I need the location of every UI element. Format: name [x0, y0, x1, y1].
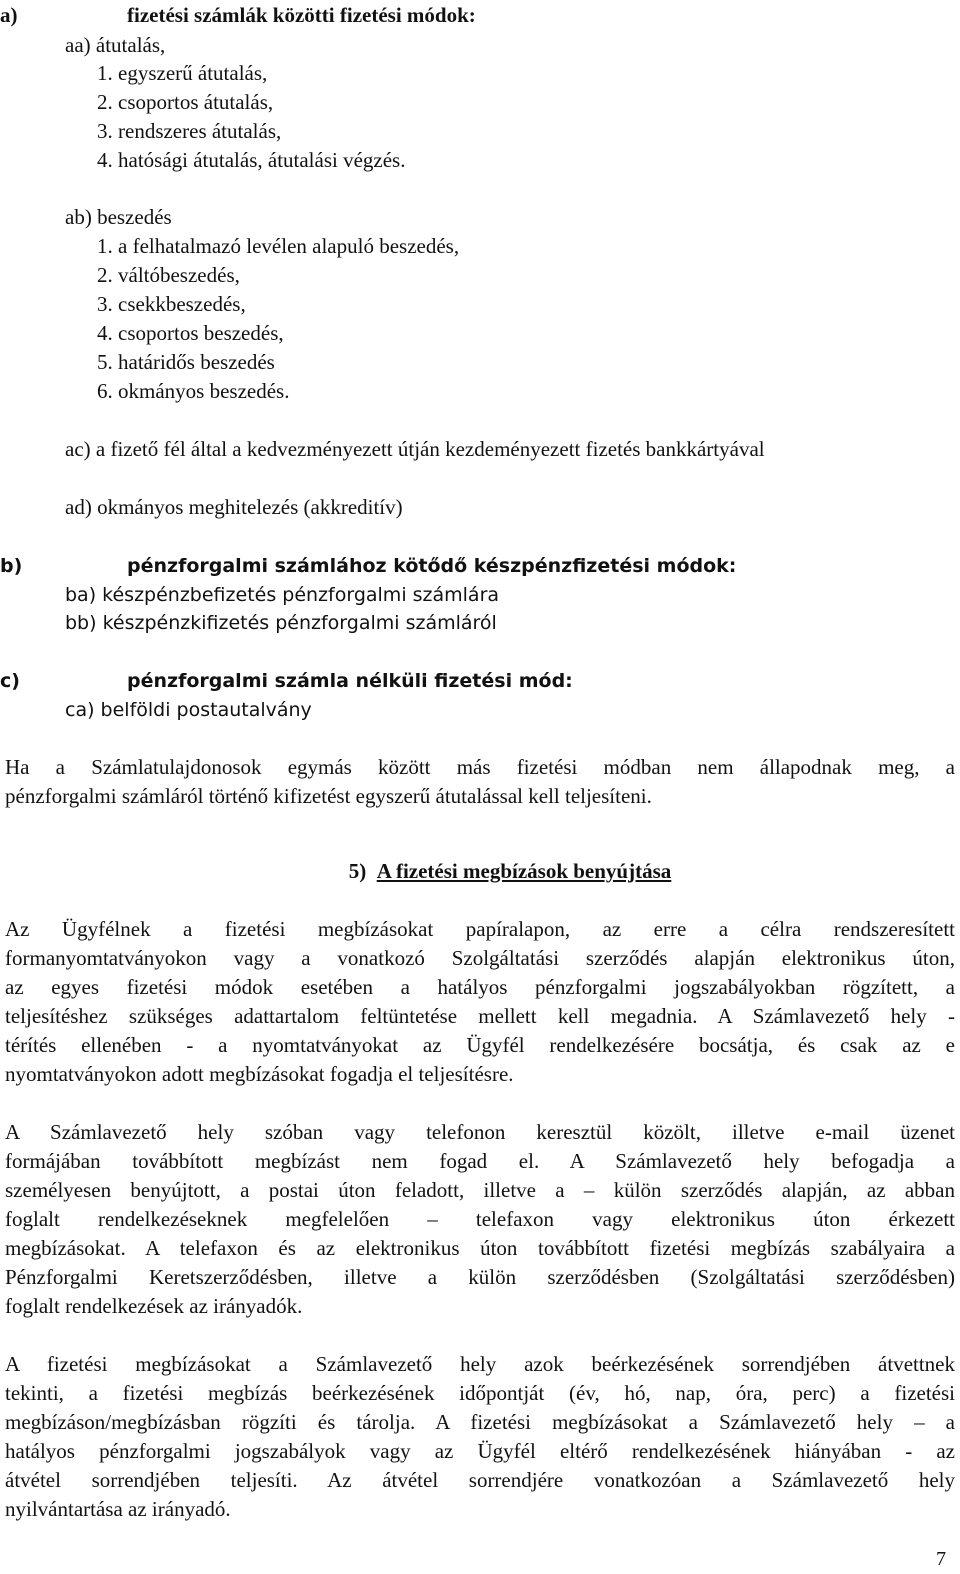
- section-title: A fizetési megbízások benyújtása: [376, 859, 672, 883]
- paragraph-line: formanyomtatványokon vagy a vonatkozó Szolgáltatási szerződés alapján elektronikus úton,: [5, 946, 955, 970]
- list-item: 4. hatósági átutalás, átutalási végzés.: [97, 148, 406, 172]
- section-a-label: a): [0, 3, 18, 27]
- paragraph-line: térítés ellenében - a nyomtatványokat az Ügyfél rendelkezésére bocsátja, és csak az e: [5, 1033, 955, 1057]
- paragraph-line: A fizetési megbízásokat a Számlavezető hely azok beérkezésének sorrendjében átvettnek: [5, 1352, 955, 1376]
- list-item: 6. okmányos beszedés.: [97, 379, 290, 403]
- ad-item: ad) okmányos meghitelezés (akkreditív): [65, 495, 403, 519]
- section-b-title: pénzforgalmi számlához kötődő készpénzfizetési módok:: [127, 555, 737, 577]
- paragraph-line: Pénzforgalmi Keretszerződésben, illetve a külön szerződésben (Szolgáltatási szerződésben): [5, 1265, 955, 1289]
- paragraph-line: tekinti, a fizetési megbízás beérkezésének időpontját (év, hó, nap, óra, perc) a fizetési: [5, 1381, 955, 1405]
- paragraph-line: Ha a Számlatulajdonosok egymás között más fizetési módban nem állapodnak meg, a: [5, 755, 955, 779]
- paragraph-line: Az Ügyfélnek a fizetési megbízásokat papíralapon, az erre a célra rendszeresített: [5, 917, 955, 941]
- paragraph-line: az egyes fizetési módok esetében a hatályos pénzforgalmi jogszabályokban rögzített, a: [5, 975, 955, 999]
- ac-item: ac) a fizető fél által a kedvezményezett útján kezdeményezett fizetés bankkártyával: [65, 437, 765, 461]
- section-b-label: b): [0, 555, 23, 577]
- list-item: 4. csoportos beszedés,: [97, 321, 284, 345]
- list-item: 3. rendszeres átutalás,: [97, 119, 282, 143]
- paragraph-default-method: [5, 753, 955, 811]
- list-item: 2. csoportos átutalás,: [97, 90, 274, 114]
- paragraph-line: nyomtatványokon adott megbízásokat fogadja el teljesítésre.: [5, 1062, 514, 1086]
- paragraph-line: foglalt rendelkezések az irányadók.: [5, 1294, 303, 1318]
- section-number: 5): [348, 859, 367, 883]
- paragraph-line: átvétel sorrendjében teljesíti. Az átvétel sorrendjére vonatkozóan a Számlavezető hely: [5, 1468, 955, 1492]
- paragraph-line: személyesen benyújtott, a postai úton feladott, illetve a – külön szerződés alapján, az abban: [5, 1178, 955, 1202]
- ab-label: ab) beszedés: [65, 205, 172, 229]
- section-a-title: fizetési számlák közötti fizetési módok:: [127, 3, 476, 27]
- paragraph-2: [5, 1118, 955, 1321]
- paragraph-line: megbízáson/megbízásban rögzíti és tárolja. A fizetési megbízásokat a Számlavezető hely – a: [5, 1410, 955, 1434]
- paragraph-line: foglalt rendelkezéseknek megfelelően – telefaxon vagy elektronikus úton érkezett: [5, 1207, 955, 1231]
- list-item: bb) készpénzkifizetés pénzforgalmi számláról: [65, 612, 497, 634]
- section-c-label: c): [0, 670, 20, 692]
- list-item: 2. váltóbeszedés,: [97, 263, 240, 287]
- paragraph-line: formájában továbbított megbízást nem fogad el. A Számlavezető hely befogadja a: [5, 1149, 955, 1173]
- paragraph-line: pénzforgalmi számláról történő kifizetést egyszerű átutalással kell teljesíteni.: [5, 784, 652, 808]
- paragraph-3: [5, 1350, 955, 1524]
- list-item: ca) belföldi postautalvány: [65, 699, 312, 721]
- list-item: 1. egyszerű átutalás,: [97, 61, 268, 85]
- paragraph-line: megbízásokat. A telefaxon és az elektronikus úton továbbított fizetési megbízás szabályaira a: [5, 1236, 955, 1260]
- paragraph-1: [5, 915, 955, 1089]
- list-item: 5. határidős beszedés: [97, 350, 275, 374]
- paragraph-line: nyilvántartása az irányadó.: [5, 1497, 231, 1521]
- list-item: 3. csekkbeszedés,: [97, 292, 246, 316]
- list-item: 1. a felhatalmazó levélen alapuló beszedés,: [97, 234, 460, 258]
- paragraph-line: hatályos pénzforgalmi jogszabályok vagy az Ügyfél eltérő rendelkezésének hiányában - az: [5, 1439, 955, 1463]
- section-heading: [0, 857, 960, 886]
- paragraph-line: teljesítéshez szükséges adattartalom feltüntetése mellett kell megadnia. A Számlavezető hely -: [5, 1004, 955, 1028]
- list-item: ba) készpénzbefizetés pénzforgalmi számlára: [65, 584, 500, 606]
- aa-label: aa) átutalás,: [65, 33, 166, 57]
- section-c-title: pénzforgalmi számla nélküli fizetési mód:: [127, 670, 573, 692]
- paragraph-line: A Számlavezető hely szóban vagy telefonon keresztül közölt, illetve e-mail üzenet: [5, 1120, 955, 1144]
- page-number: 7: [936, 1548, 946, 1570]
